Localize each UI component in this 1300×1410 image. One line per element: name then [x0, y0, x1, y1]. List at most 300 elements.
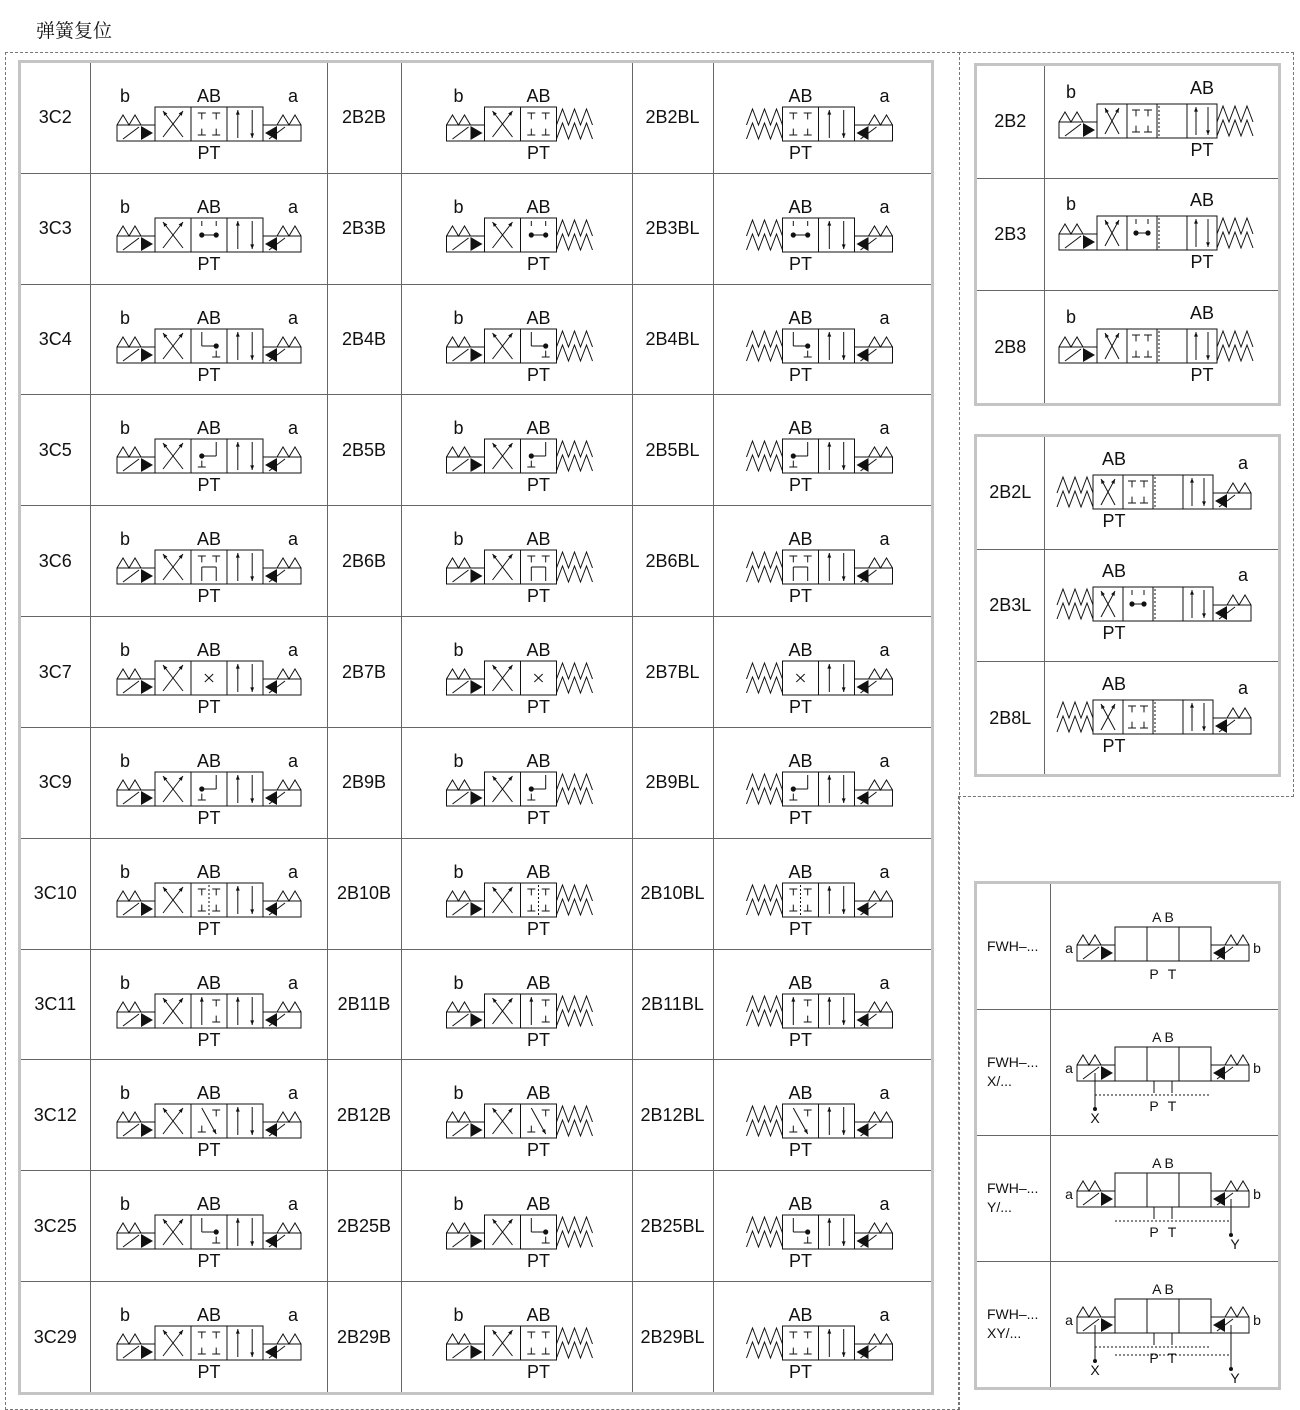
solenoid-label-b: b: [453, 1083, 464, 1104]
valve-symbol: [715, 295, 930, 385]
port-label-p: P: [1149, 1350, 1159, 1367]
valve-symbol: [715, 516, 930, 606]
valve-body: [782, 107, 854, 141]
port-label-ab: AB: [196, 972, 221, 993]
solenoid-label-b: b: [119, 1083, 130, 1104]
solenoid-label-b: b: [119, 1194, 130, 1215]
valve-body: [485, 1215, 557, 1249]
valve-body: [155, 107, 263, 141]
valve-symbol-cell: [1044, 662, 1278, 774]
valve-symbol-cell: [1044, 437, 1278, 549]
valve-body: [485, 1326, 557, 1360]
table-row: [21, 1171, 931, 1282]
valve-body: [782, 994, 854, 1028]
port-label-t: T: [1167, 1350, 1177, 1367]
port-label-pt: PT: [1102, 510, 1126, 531]
valve-symbol: [404, 184, 629, 274]
valve-body: [485, 329, 557, 363]
valve-symbol-cell: [90, 1171, 327, 1282]
port-label-ab: AB: [526, 861, 551, 882]
model-code: 2B12BL: [632, 1060, 713, 1171]
solenoid-label-b: b: [119, 972, 130, 993]
solenoid-label-a: a: [287, 750, 298, 771]
model-code: 2B25BL: [632, 1171, 713, 1282]
valve-symbol-cell: [1044, 549, 1278, 662]
model-code: 2B12B: [327, 1060, 401, 1171]
valve-body: [782, 329, 854, 363]
model-code: [977, 1009, 1050, 1135]
side-table-1-frame: [974, 63, 1281, 406]
valve-body: [782, 1215, 854, 1249]
table-row: [977, 1135, 1278, 1261]
solenoid-label-a: a: [1238, 452, 1249, 473]
valve-symbol: [1045, 297, 1277, 397]
port-label-ab: AB: [526, 85, 551, 106]
port-label-ab: AB: [526, 1194, 551, 1215]
solenoid-label-b: b: [119, 1305, 130, 1326]
pilot-valve-symbol: [1051, 1265, 1277, 1383]
solenoid-label-a: a: [879, 85, 890, 106]
valve-body: [782, 883, 854, 917]
model-code-line1: FWH–...: [987, 1054, 1039, 1071]
solenoid-label-b: b: [119, 861, 130, 882]
port-label-pt: PT: [526, 807, 551, 828]
valve-symbol: [404, 73, 629, 163]
port-label-ab: AB: [196, 861, 221, 882]
solenoid-label-a: a: [287, 1194, 298, 1215]
valve-symbol-cell: [713, 284, 931, 395]
port-label-pt: PT: [526, 1251, 551, 1272]
model-code-line2: XY/...: [987, 1325, 1022, 1342]
port-label-pt: PT: [788, 918, 812, 939]
table-row: [21, 838, 931, 949]
port-label-t: T: [1167, 966, 1177, 983]
side-table-2: [977, 437, 1278, 774]
valve-body: [485, 439, 557, 473]
port-label-pt: PT: [196, 475, 221, 496]
model-code-line2: X/...: [987, 1073, 1012, 1090]
valve-symbol-cell: [90, 838, 327, 949]
port-label-pt: PT: [196, 697, 221, 718]
model-code-line1: FWH–...: [987, 1180, 1039, 1197]
port-label-ab: A B: [1152, 909, 1175, 926]
solenoid-label-a: a: [879, 418, 890, 439]
solenoid-label-a: a: [879, 307, 890, 328]
port-label-ab: AB: [788, 1194, 813, 1215]
valve-symbol: [94, 960, 324, 1050]
valve-symbol-cell: [90, 284, 327, 395]
port-label-pt: PT: [1102, 623, 1126, 644]
port-label-ab: AB: [526, 418, 551, 439]
table-row: [977, 1261, 1278, 1387]
valve-symbol: [1045, 668, 1277, 768]
port-label-pt: PT: [196, 142, 221, 163]
port-label-ab: A B: [1152, 1281, 1175, 1298]
model-code: 2B8: [977, 291, 1044, 403]
solenoid-label-a: a: [287, 307, 298, 328]
valve-body: [485, 772, 557, 806]
port-label-pt: PT: [196, 1140, 221, 1161]
valve-symbol-cell: [713, 838, 931, 949]
valve-symbol-cell: [1044, 66, 1278, 178]
port-label-x: X: [1090, 1362, 1100, 1379]
valve-symbol-cell: [1050, 1009, 1278, 1135]
model-code: 2B8L: [977, 662, 1044, 774]
valve-symbol: [715, 1070, 930, 1160]
port-label-pt: PT: [788, 807, 812, 828]
solenoid-label-b: b: [1066, 81, 1077, 102]
solenoid-label-a: a: [1238, 565, 1249, 586]
valve-body: [1093, 700, 1213, 734]
port-label-p: P: [1149, 966, 1159, 983]
valve-body: [1115, 1299, 1211, 1333]
valve-symbol: [1045, 72, 1277, 172]
valve-symbol-cell: [713, 949, 931, 1060]
model-code: 2B3B: [327, 173, 401, 284]
table-row: [21, 1282, 931, 1392]
valve-body: [782, 1326, 854, 1360]
valve-symbol-cell: [713, 506, 931, 617]
valve-symbol: [715, 849, 930, 939]
port-label-ab: AB: [788, 196, 813, 217]
model-code: 3C6: [21, 506, 90, 617]
valve-symbol-cell: [1050, 1261, 1278, 1387]
valve-body: [155, 1215, 263, 1249]
pilot-valve-symbol: [1051, 1139, 1277, 1257]
solenoid-label-b: b: [119, 196, 130, 217]
solenoid-label-b: b: [119, 640, 130, 661]
valve-symbol: [94, 516, 324, 606]
solenoid-label-b: b: [453, 418, 464, 439]
valve-body: [485, 550, 557, 584]
valve-body: [155, 218, 263, 252]
valve-symbol: [404, 627, 629, 717]
port-label-ab: AB: [1102, 674, 1127, 695]
port-label-p: P: [1149, 1098, 1159, 1115]
table-row: [977, 291, 1278, 403]
port-label-ab: AB: [526, 1305, 551, 1326]
solenoid-label-a: a: [287, 418, 298, 439]
table-row: [21, 617, 931, 728]
port-label-ab: AB: [1102, 561, 1127, 582]
solenoid-label-a: a: [287, 640, 298, 661]
valve-body: [782, 218, 854, 252]
model-code: 2B4BL: [632, 284, 713, 395]
model-code: 3C11: [21, 949, 90, 1060]
valve-symbol-cell: [401, 173, 632, 284]
valve-body: [485, 1104, 557, 1138]
port-label-ab: AB: [196, 1305, 221, 1326]
solenoid-label-a: a: [879, 972, 890, 993]
model-code: 2B7B: [327, 617, 401, 728]
table-row: [977, 437, 1278, 549]
port-label-ab: A B: [1152, 1155, 1175, 1172]
solenoid-label-a: a: [879, 640, 890, 661]
valve-body: [155, 550, 263, 584]
port-label-pt: PT: [788, 142, 812, 163]
port-label-pt: PT: [788, 697, 812, 718]
valve-body: [782, 772, 854, 806]
port-label-ab: AB: [526, 640, 551, 661]
fwh-table: [977, 884, 1278, 1387]
port-label-ab: AB: [1190, 190, 1215, 211]
model-code: 3C9: [21, 727, 90, 838]
table-row: [21, 727, 931, 838]
port-label-pt: PT: [196, 1251, 221, 1272]
valve-symbol-cell: [90, 506, 327, 617]
port-label-t: T: [1167, 1224, 1177, 1241]
model-code: [977, 1261, 1050, 1387]
model-code: 2B9B: [327, 727, 401, 838]
valve-symbol: [94, 73, 324, 163]
valve-symbol: [715, 627, 930, 717]
valve-symbol-cell: [713, 617, 931, 728]
port-label-ab: AB: [196, 529, 221, 550]
valve-body: [1097, 104, 1217, 138]
port-label-ab: AB: [788, 640, 813, 661]
port-label-p: P: [1149, 1224, 1159, 1241]
port-label-pt: PT: [196, 807, 221, 828]
port-label-pt: PT: [788, 1029, 812, 1050]
valve-symbol-cell: [90, 63, 327, 173]
port-label-pt: PT: [526, 697, 551, 718]
port-label-pt: PT: [196, 364, 221, 385]
valve-symbol: [94, 1181, 324, 1271]
valve-symbol-cell: [90, 617, 327, 728]
valve-body: [1115, 927, 1211, 961]
solenoid-label-a: a: [879, 529, 890, 550]
port-label-ab: AB: [526, 307, 551, 328]
valve-symbol: [94, 738, 324, 828]
model-code: 2B2L: [977, 437, 1044, 549]
solenoid-label-b: b: [453, 750, 464, 771]
port-label-pt: PT: [1190, 252, 1214, 273]
model-code-line2: Y/...: [987, 1199, 1012, 1216]
valve-symbol: [404, 516, 629, 606]
valve-body: [485, 994, 557, 1028]
solenoid-label-b: b: [453, 640, 464, 661]
valve-body: [1115, 1047, 1211, 1081]
port-label-pt: PT: [196, 253, 221, 274]
port-label-ab: AB: [788, 529, 813, 550]
port-label-pt: PT: [526, 253, 551, 274]
model-code: 2B5B: [327, 395, 401, 506]
valve-body: [485, 883, 557, 917]
valve-symbol-cell: [713, 173, 931, 284]
port-label-ab: AB: [788, 85, 813, 106]
model-code: 2B2BL: [632, 63, 713, 173]
port-label-ab: AB: [196, 196, 221, 217]
main-table: [21, 63, 931, 1392]
port-label-ab: AB: [788, 307, 813, 328]
model-code-line1: FWH–...: [987, 1306, 1039, 1323]
solenoid-label-a: a: [287, 972, 298, 993]
valve-body: [1097, 329, 1217, 363]
port-label-ab: AB: [196, 1194, 221, 1215]
solenoid-label-a: a: [1065, 1060, 1074, 1077]
model-code: 2B10B: [327, 838, 401, 949]
port-label-pt: PT: [526, 1362, 551, 1383]
solenoid-label-a: a: [287, 85, 298, 106]
valve-symbol: [404, 738, 629, 828]
model-code: 2B2: [977, 66, 1044, 178]
valve-symbol-cell: [90, 727, 327, 838]
valve-body: [155, 994, 263, 1028]
valve-symbol-cell: [401, 949, 632, 1060]
valve-symbol: [715, 1292, 930, 1382]
table-row: [977, 549, 1278, 662]
port-label-pt: PT: [1190, 139, 1214, 160]
port-label-ab: AB: [196, 85, 221, 106]
valve-body: [1115, 1173, 1211, 1207]
solenoid-label-b: b: [453, 307, 464, 328]
solenoid-label-b: b: [1253, 1060, 1262, 1077]
page-title: 弹簧复位: [36, 20, 113, 42]
port-label-ab: AB: [788, 418, 813, 439]
valve-symbol: [94, 1070, 324, 1160]
solenoid-label-b: b: [119, 418, 130, 439]
valve-symbol-cell: [401, 838, 632, 949]
valve-symbol-cell: [401, 727, 632, 838]
valve-symbol-cell: [713, 395, 931, 506]
port-label-t: T: [1167, 1098, 1177, 1115]
port-label-pt: PT: [1102, 736, 1126, 757]
port-label-ab: AB: [788, 1083, 813, 1104]
valve-symbol: [715, 73, 930, 163]
solenoid-label-a: a: [1065, 1312, 1074, 1329]
valve-symbol: [94, 184, 324, 274]
port-label-pt: PT: [526, 364, 551, 385]
valve-body: [782, 550, 854, 584]
valve-symbol: [404, 1292, 629, 1382]
valve-symbol: [715, 960, 930, 1050]
solenoid-label-a: a: [879, 861, 890, 882]
valve-body: [1093, 475, 1213, 509]
solenoid-label-b: b: [1253, 940, 1262, 957]
valve-symbol-cell: [90, 1060, 327, 1171]
valve-symbol: [404, 849, 629, 939]
model-code: 2B3L: [977, 549, 1044, 662]
valve-symbol: [94, 1292, 324, 1382]
model-code: 2B11B: [327, 949, 401, 1060]
valve-symbol: [715, 405, 930, 495]
valve-body: [782, 439, 854, 473]
solenoid-label-a: a: [1065, 940, 1074, 957]
valve-symbol-cell: [401, 284, 632, 395]
solenoid-label-b: b: [1253, 1186, 1262, 1203]
solenoid-label-b: b: [119, 750, 130, 771]
valve-symbol-cell: [90, 949, 327, 1060]
valve-body: [1093, 587, 1213, 621]
port-label-pt: PT: [788, 475, 812, 496]
table-row: [21, 284, 931, 395]
port-label-ab: AB: [196, 640, 221, 661]
table-row: [977, 178, 1278, 291]
valve-body: [155, 661, 263, 695]
port-label-ab: AB: [526, 1083, 551, 1104]
port-label-y: Y: [1230, 1236, 1240, 1253]
port-label-pt: PT: [526, 586, 551, 607]
model-code: 2B4B: [327, 284, 401, 395]
valve-symbol-cell: [401, 63, 632, 173]
model-code: 2B9BL: [632, 727, 713, 838]
main-table-frame: [18, 60, 934, 1395]
solenoid-label-b: b: [119, 307, 130, 328]
model-code: 3C3: [21, 173, 90, 284]
port-label-pt: PT: [196, 1029, 221, 1050]
table-row: [977, 1009, 1278, 1135]
solenoid-label-b: b: [453, 85, 464, 106]
port-label-pt: PT: [526, 1029, 551, 1050]
model-code: 2B6BL: [632, 506, 713, 617]
solenoid-label-a: a: [287, 861, 298, 882]
port-label-pt: PT: [788, 1251, 812, 1272]
model-code: 2B2B: [327, 63, 401, 173]
table-row: [21, 63, 931, 173]
port-label-pt: PT: [526, 918, 551, 939]
model-code: 2B25B: [327, 1171, 401, 1282]
valve-body: [782, 1104, 854, 1138]
model-code: [977, 1135, 1050, 1261]
table-row: [977, 884, 1278, 1009]
model-code: 2B29BL: [632, 1282, 713, 1392]
solenoid-label-a: a: [879, 750, 890, 771]
valve-symbol-cell: [1050, 1135, 1278, 1261]
port-label-pt: PT: [526, 475, 551, 496]
port-label-y: Y: [1230, 1370, 1240, 1384]
valve-symbol: [404, 1070, 629, 1160]
port-label-ab: AB: [196, 418, 221, 439]
model-code: 2B5BL: [632, 395, 713, 506]
valve-symbol: [94, 405, 324, 495]
port-label-ab: AB: [196, 1083, 221, 1104]
port-label-pt: PT: [788, 253, 812, 274]
port-label-pt: PT: [526, 142, 551, 163]
model-code: 2B7BL: [632, 617, 713, 728]
model-code: 2B29B: [327, 1282, 401, 1392]
port-label-pt: PT: [788, 586, 812, 607]
valve-symbol: [94, 627, 324, 717]
model-code: 3C10: [21, 838, 90, 949]
table-row: [21, 949, 931, 1060]
valve-symbol: [1045, 555, 1277, 655]
port-label-pt: PT: [526, 1140, 551, 1161]
solenoid-label-a: a: [287, 1083, 298, 1104]
valve-body: [155, 329, 263, 363]
table-row: [21, 173, 931, 284]
valve-body: [485, 107, 557, 141]
solenoid-label-b: b: [1066, 194, 1077, 215]
table-row: [21, 1060, 931, 1171]
valve-body: [155, 1326, 263, 1360]
valve-symbol-cell: [401, 1171, 632, 1282]
model-code: 2B3: [977, 178, 1044, 291]
valve-symbol-cell: [713, 63, 931, 173]
port-label-pt: PT: [788, 1140, 812, 1161]
solenoid-label-b: b: [119, 85, 130, 106]
model-code: 3C4: [21, 284, 90, 395]
solenoid-label-a: a: [879, 196, 890, 217]
valve-symbol-cell: [713, 1171, 931, 1282]
port-label-ab: AB: [788, 1305, 813, 1326]
model-code: 3C7: [21, 617, 90, 728]
valve-symbol-cell: [90, 1282, 327, 1392]
solenoid-label-b: b: [453, 972, 464, 993]
valve-symbol: [715, 1181, 930, 1271]
port-label-pt: PT: [196, 1362, 221, 1383]
port-label-x: X: [1090, 1110, 1100, 1127]
valve-body: [155, 883, 263, 917]
